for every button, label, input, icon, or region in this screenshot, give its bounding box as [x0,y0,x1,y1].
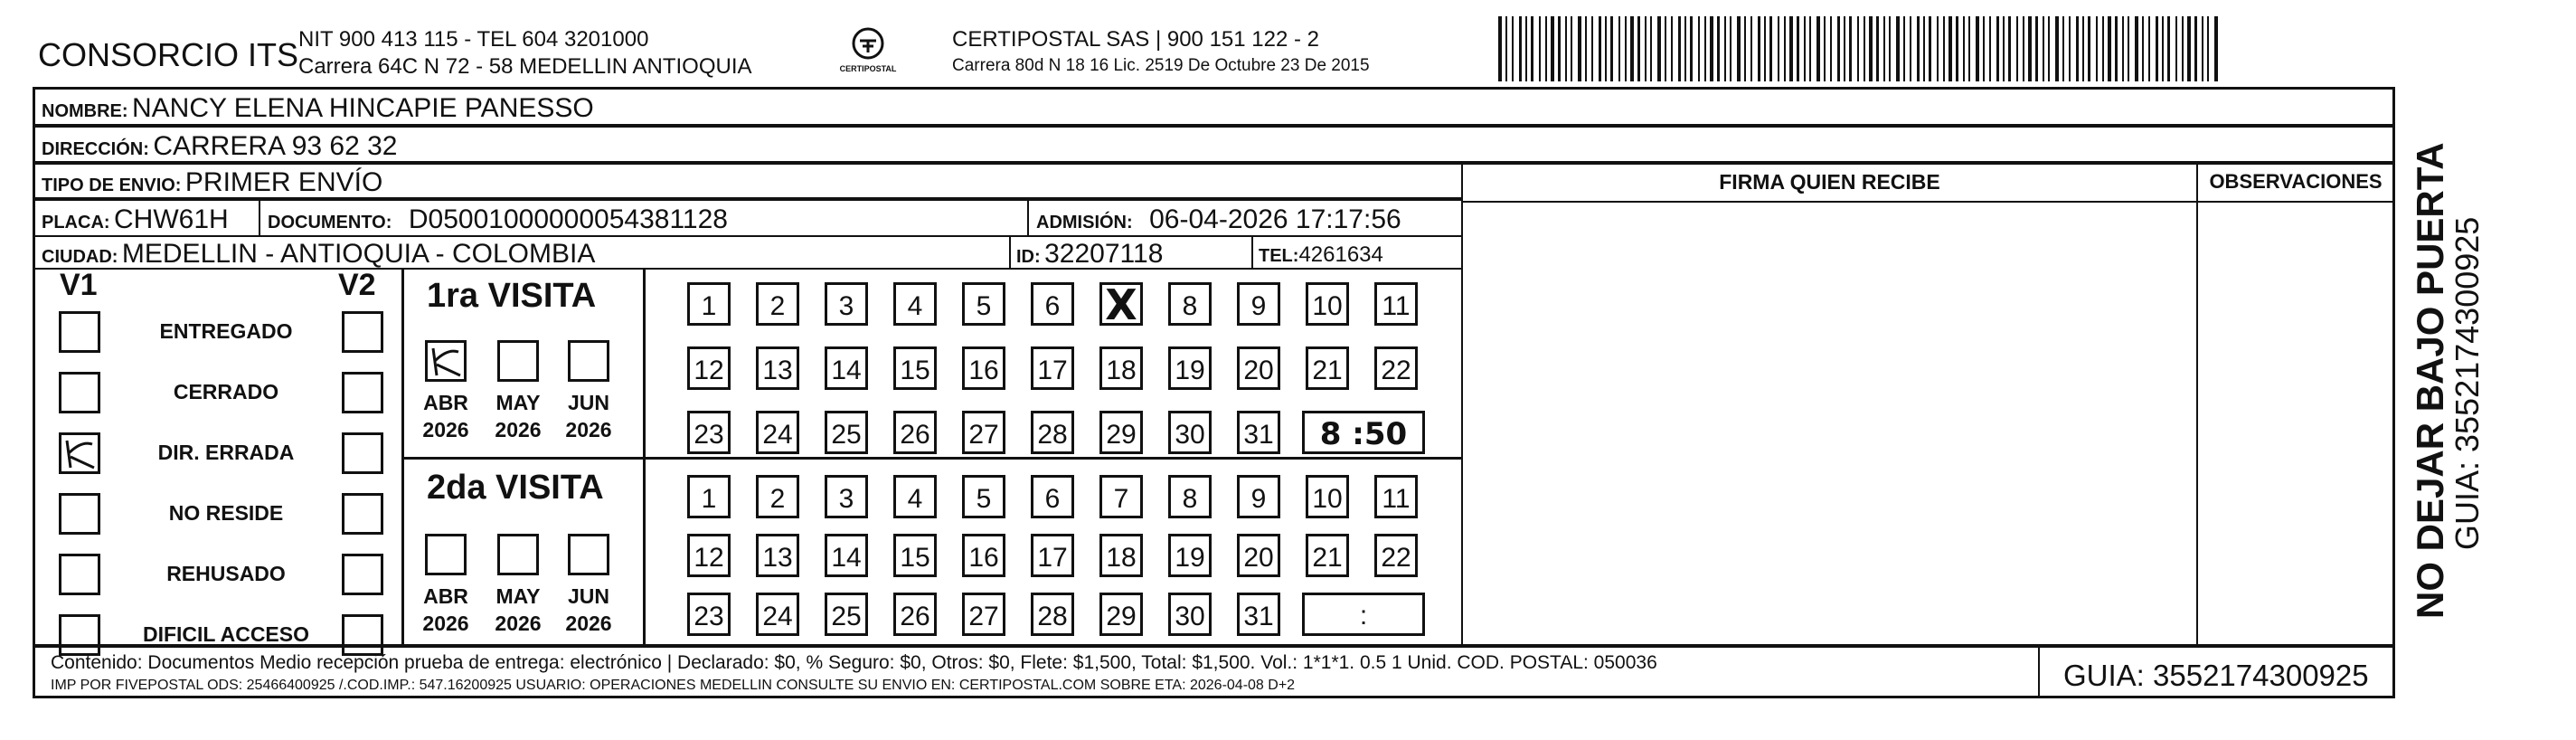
barcode-bar [1758,16,1760,81]
barcode-bar [2028,16,2032,81]
day-box[interactable]: 25 [825,593,868,636]
barcode-bar [1943,16,1945,81]
day-box[interactable]: 27 [962,411,1005,454]
barcode-bar [1665,16,1666,81]
barcode-bar [1784,16,1786,81]
barcode-bar [1864,16,1865,81]
day-box[interactable]: 16 [962,346,1005,390]
barcode-bar [1730,16,1731,81]
barcode-bar [1671,16,1673,81]
barcode-bar [2082,16,2084,81]
carrier-name: CERTIPOSTAL SAS | 900 151 122 - 2 [952,27,1319,52]
barcode-bar [1837,16,1840,81]
barcode-bar [1571,16,1572,81]
barcode-bar [2207,16,2209,81]
month-label: ABR [423,391,468,414]
month-checkbox[interactable] [425,340,467,382]
barcode-bar [2202,16,2203,81]
id-label: ID: [1016,247,1041,267]
barcode-bar [2023,16,2024,81]
barcode-bar [1717,16,1720,81]
barcode-bar [2076,16,2079,81]
nombre-label: NOMBRE: [42,101,128,121]
footer-guia-cell [2038,646,2395,698]
barcode-bar [2102,16,2104,81]
month-checkbox[interactable] [568,340,609,382]
logo-caption: CERTIPOSTAL [839,64,897,73]
footer-contenido: Contenido: Documentos Medio recepción prueba de entrega: electrónico | Declarado: $0, % Seguro: $0, Otros: $0, Flete: $1,500, Total: $1,500. Vol.: 1*1*1. 0.5 1 Unid. COD. POSTAL: 050036 [51,652,1657,673]
barcode-bar [2148,16,2150,81]
day-box[interactable]: 3 [825,282,868,326]
barcode-bar [2062,16,2064,81]
day-box[interactable]: 17 [1031,346,1074,390]
day-box[interactable]: 17 [1031,534,1074,577]
barcode-bar [2162,16,2164,81]
day-box[interactable]: 13 [756,346,799,390]
barcode-bar [1889,16,1891,81]
day-box[interactable]: 21 [1306,346,1349,390]
reason-label: CERRADO [173,380,279,403]
placa-value: CHW61H [114,204,229,234]
day-box[interactable]: 8 [1168,475,1212,518]
month-checkbox[interactable] [425,534,467,575]
reason-label: DIFICIL ACCESO [142,622,309,646]
v2-checkbox[interactable] [342,311,383,353]
second-visit-title: 2da VISITA [427,469,604,507]
side-guia: GUIA: 3552174300925 [2449,216,2486,550]
day-box[interactable]: 4 [893,282,937,326]
barcode-bar [1883,16,1885,81]
day-box[interactable]: 12 [687,346,731,390]
v2-checkbox[interactable] [342,493,383,535]
barcode-bar [1737,16,1741,81]
barcode-bar [1910,16,1911,81]
month-year: 2026 [422,418,469,441]
placa-label: PLACA: [42,213,110,232]
barcode-bar [1976,16,1979,81]
tel-value: 4261634 [1298,242,1383,267]
barcode-bar [1599,16,1601,81]
barcode-bar [1498,16,1502,81]
day-box[interactable]: 13 [756,534,799,577]
observaciones-label: OBSERVACIONES [2198,165,2393,203]
day-box[interactable]: 31 [1237,411,1280,454]
barcode-bar [1650,16,1652,81]
barcode-bar [1989,16,1991,81]
day-box[interactable]: 10 [1306,282,1349,326]
barcode-bar [1956,16,1958,81]
barcode-bar [1963,16,1965,81]
barcode-bar [1750,16,1752,81]
barcode-bar [1949,16,1952,81]
day-box[interactable]: 28 [1031,411,1074,454]
placa-cell [33,199,260,237]
day-box[interactable]: 6 [1031,282,1074,326]
v2-label: V2 [338,268,376,302]
barcode-bar [1525,16,1527,81]
admision-cell [1027,199,1463,237]
barcode-bar [1996,16,1999,81]
v2-checkbox[interactable] [342,372,383,413]
reason-label: NO RESIDE [168,501,284,525]
ciudad-cell [33,235,1011,270]
barcode-bar [1585,16,1587,81]
nombre-row [33,87,2395,126]
observaciones-area [2196,163,2395,646]
day-box[interactable] [1099,280,1143,329]
barcode-bar [1578,16,1581,81]
day-box[interactable]: 28 [1031,593,1074,636]
barcode-bar [1690,16,1693,81]
day-box[interactable]: 30 [1168,593,1212,636]
day-box[interactable]: 1 [687,475,731,518]
day-box[interactable]: 14 [825,534,868,577]
barcode-bar [2187,16,2191,81]
tipo-value: PRIMER ENVÍO [184,167,383,197]
ciudad-value: MEDELLIN - ANTIOQUIA - COLOMBIA [121,239,596,269]
barcode-bar [2194,16,2197,81]
barcode-bar [2214,16,2218,81]
no-dejar-warning: NO DEJAR BAJO PUERTA [2409,142,2451,619]
barcode-bar [1512,16,1514,81]
barcode-bar [1789,16,1793,81]
barcode-bar [2016,16,2018,81]
day-box[interactable]: 29 [1099,593,1143,636]
day-box[interactable]: 22 [1374,346,1418,390]
barcode-bar [2135,16,2138,81]
barcode-bar [1698,16,1700,81]
barcode-bar [1637,16,1640,81]
day-box[interactable]: 8 [1168,282,1212,326]
certipostal-logo [836,25,900,73]
day-box[interactable]: 5 [962,282,1005,326]
barcode-bar [1917,16,1920,81]
admision-value: 06-04-2026 17:17:56 [1149,204,1401,234]
barcode-bar [1539,16,1541,81]
barcode-bar [1565,16,1567,81]
barcode [1498,16,2222,81]
day-box[interactable]: 19 [1168,346,1212,390]
tipo-label: TIPO DE ENVIO: [42,176,182,195]
barcode-bar [1769,16,1772,81]
visits-separator [401,457,1463,460]
day-box[interactable]: 16 [962,534,1005,577]
barcode-bar [1610,16,1613,81]
barcode-bar [1558,16,1561,81]
barcode-bar [1824,16,1826,81]
direccion-row [33,126,2395,163]
barcode-bar [1724,16,1726,81]
day-box[interactable]: 4 [893,475,937,518]
barcode-bar [1903,16,1905,81]
barcode-bar [2035,16,2038,81]
barcode-bar [1849,16,1852,81]
barcode-bar [2122,16,2124,81]
day-box[interactable]: 20 [1237,534,1280,577]
admision-label: ADMISIÓN: [1036,213,1133,232]
barcode-bar [1923,16,1925,81]
barcode-bar [2008,16,2011,81]
day-box[interactable]: 19 [1168,534,1212,577]
time-box[interactable] [1302,411,1425,454]
day-box[interactable]: 3 [825,475,868,518]
day-box[interactable]: 15 [893,346,937,390]
day-box[interactable]: 2 [756,282,799,326]
day-box[interactable]: 30 [1168,411,1212,454]
barcode-bar [2043,16,2044,81]
day-box[interactable]: 7 [1099,475,1143,518]
day-box[interactable]: 26 [893,411,937,454]
day-box[interactable]: 26 [893,593,937,636]
barcode-bar [1816,16,1820,81]
company-address: Carrera 64C N 72 - 58 MEDELLIN ANTIOQUIA [298,54,752,79]
barcode-bar [1678,16,1681,81]
barcode-bar [1505,16,1507,81]
day-box[interactable]: 2 [756,475,799,518]
month-checkbox[interactable] [497,534,539,575]
reason-label: REHUSADO [166,562,286,585]
barcode-bar [1684,16,1686,81]
barcode-bar [1797,16,1799,81]
day-box[interactable]: 9 [1237,282,1280,326]
barcode-bar [1551,16,1554,81]
v1-label: V1 [60,268,98,302]
time-value: : [1359,601,1368,631]
day-box[interactable]: 11 [1374,282,1418,326]
nombre-value: NANCY ELENA HINCAPIE PANESSO [132,93,594,123]
documento-value: D05001000000054381128 [408,204,728,234]
day-box[interactable]: 6 [1031,475,1074,518]
month-year: 2026 [422,612,469,635]
barcode-bar [1844,16,1845,81]
id-cell [1009,235,1253,270]
day-box[interactable]: 18 [1099,346,1143,390]
month-label: MAY [495,584,541,608]
barcode-bar [2069,16,2071,81]
barcode-bar [2128,16,2129,81]
day-box[interactable]: 22 [1374,534,1418,577]
barcode-bar [1869,16,1873,81]
direccion-label: DIRECCIÓN: [42,139,149,159]
barcode-bar [1830,16,1832,81]
day-box[interactable]: 18 [1099,534,1143,577]
barcode-bar [1804,16,1806,81]
month-label: JUN [567,391,609,414]
time-value: 8 :50 [1319,416,1408,452]
barcode-bar [2088,16,2090,81]
day-box[interactable]: 21 [1306,534,1349,577]
month-checkbox[interactable] [497,340,539,382]
barcode-bar [1591,16,1593,81]
certipostal-logo-icon [850,25,886,62]
barcode-bar [1764,16,1766,81]
day-box[interactable]: 5 [962,475,1005,518]
barcode-bar [1657,16,1661,81]
barcode-bar [1968,16,1970,81]
barcode-bar [2142,16,2144,81]
barcode-bar [1545,16,1547,81]
barcode-bar [2096,16,2098,81]
day-box[interactable]: 11 [1374,475,1418,518]
footer-guia: GUIA: 3552174300925 [2063,659,2369,692]
day-x-mark: X [1105,280,1137,329]
day-box[interactable]: 1 [687,282,731,326]
firma-area [1461,163,2198,646]
barcode-bar [1896,16,1900,81]
barcode-bar [1618,16,1620,81]
reason-label: ENTREGADO [159,319,293,343]
first-visit-title: 1ra VISITA [427,277,597,315]
barcode-bar [1630,16,1634,81]
barcode-bar [1778,16,1779,81]
carrier-address: Carrera 80d N 18 16 Lic. 2519 De Octubre 23 De 2015 [952,56,1370,75]
firma-label: FIRMA QUIEN RECIBE [1463,165,2196,203]
barcode-bar [2167,16,2170,81]
barcode-bar [1809,16,1811,81]
day-box[interactable]: 15 [893,534,937,577]
documento-label: DOCUMENTO: [268,213,392,232]
barcode-bar [1710,16,1713,81]
tipo-row [33,163,1463,199]
ciudad-label: CIUDAD: [42,247,118,267]
month-year: 2026 [565,612,612,635]
barcode-bar [1605,16,1607,81]
barcode-bar [1625,16,1627,81]
day-box[interactable]: 20 [1237,346,1280,390]
barcode-bar [1937,16,1939,81]
day-box[interactable]: 25 [825,411,868,454]
documento-cell [259,199,1029,237]
month-year: 2026 [495,612,542,635]
barcode-bar [1531,16,1533,81]
month-year: 2026 [565,418,612,441]
footer-imp: IMP POR FIVEPOSTAL ODS: 25466400925 /.COD.IMP.: 547.16200925 USUARIO: OPERACIONES MEDELLIN CONSULTE SU ENVIO EN: CERTIPOSTAL.COM SOBRE ETA: 2026-04-08 D+2 [51,678,1296,693]
day-box[interactable]: 12 [687,534,731,577]
barcode-bar [1744,16,1746,81]
company-name: CONSORCIO ITS [38,36,299,73]
month-label: ABR [423,584,468,608]
day-box[interactable]: 24 [756,411,799,454]
barcode-bar [2182,16,2184,81]
barcode-bar [1704,16,1706,81]
day-box[interactable]: 14 [825,346,868,390]
barcode-bar [2115,16,2118,81]
month-label: MAY [495,391,541,414]
company-nit: NIT 900 413 115 - TEL 604 3201000 [298,27,649,52]
day-box[interactable]: 31 [1237,593,1280,636]
v2-checkbox[interactable] [342,432,383,474]
day-box[interactable]: 29 [1099,411,1143,454]
reason-label: DIR. ERRADA [157,441,295,464]
v2-checkbox[interactable] [342,554,383,595]
day-box[interactable]: 27 [962,593,1005,636]
day-box[interactable]: 9 [1237,475,1280,518]
id-value: 32207118 [1044,239,1164,269]
barcode-bar [1857,16,1859,81]
barcode-bar [1519,16,1522,81]
barcode-bar [2055,16,2059,81]
barcode-bar [2108,16,2111,81]
direccion-value: CARRERA 93 62 32 [153,131,398,161]
day-box[interactable]: 23 [687,411,731,454]
day-box[interactable]: 24 [756,593,799,636]
month-checkbox[interactable] [568,534,609,575]
time-box[interactable] [1302,593,1425,636]
month-label: JUN [567,584,609,608]
barcode-bar [2175,16,2177,81]
day-box[interactable]: 23 [687,593,731,636]
barcode-bar [1983,16,1985,81]
barcode-bar [1929,16,1931,81]
tel-cell [1251,235,1463,270]
barcode-bar [1876,16,1879,81]
month-check-mark [428,343,464,379]
tel-label: TEL: [1259,246,1299,266]
barcode-bar [1645,16,1647,81]
day-box[interactable]: 10 [1306,475,1349,518]
barcode-bar [2048,16,2050,81]
barcode-bar [2156,16,2158,81]
barcode-bar [2003,16,2005,81]
month-year: 2026 [495,418,542,441]
